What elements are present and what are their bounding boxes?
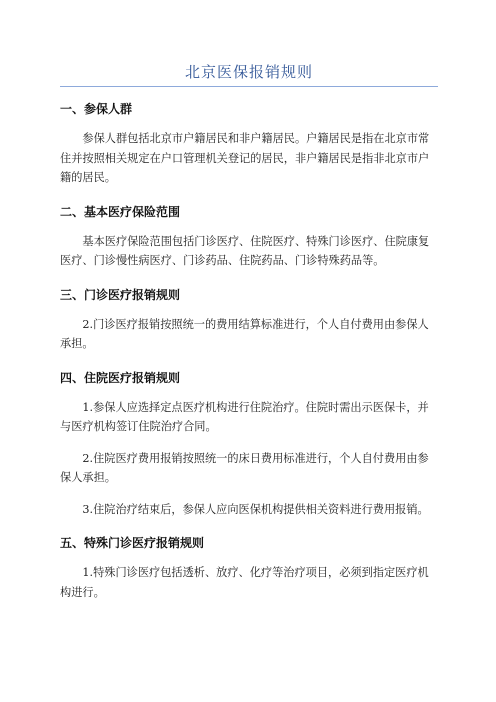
section-paragraph: 基本医疗保险范围包括门诊医疗、住院医疗、特殊门诊医疗、住院康复医疗、门诊慢性病医疗、门诊药品、住院药品、门诊特殊药品等。: [60, 234, 430, 267]
section-heading-inpatient-rules: 四、住院医疗报销规则: [60, 370, 181, 385]
document-title: 北京医保报销规则: [184, 63, 313, 81]
section-paragraph: 3.住院治疗结束后，参保人应向医保机构提供相关资料进行费用报销。: [82, 502, 429, 516]
section-paragraph: 1.参保人应选择定点医疗机构进行住院治疗。住院时需出示医保卡，并与医疗机构签订住院治疗合同。: [60, 400, 429, 433]
section-heading-outpatient-rules: 三、门诊医疗报销规则: [60, 287, 181, 302]
section-paragraph: 1.特殊门诊医疗包括透析、放疗、化疗等治疗项目，必须到指定医疗机构进行。: [60, 566, 429, 599]
section-paragraph: 参保人群包括北京市户籍居民和非户籍居民。户籍居民是指在北京市常住并按照相关规定在户口管理机关登记的居民，非户籍居民是指非北京市户籍的居民。: [60, 132, 430, 184]
section-paragraph: 2.住院医疗费用报销按照统一的床日费用标准进行，个人自付费用由参保人承担。: [60, 451, 429, 484]
section-heading-insured-population: 一、参保人群: [60, 102, 133, 116]
section-heading-basic-insurance-scope: 二、基本医疗保险范围: [60, 204, 181, 219]
title-divider: [60, 86, 438, 87]
section-paragraph: 2.门诊医疗报销按照统一的费用结算标准进行，个人自付费用由参保人承担。: [60, 317, 429, 350]
section-heading-special-outpatient-rules: 五、特殊门诊医疗报销规则: [60, 536, 205, 550]
